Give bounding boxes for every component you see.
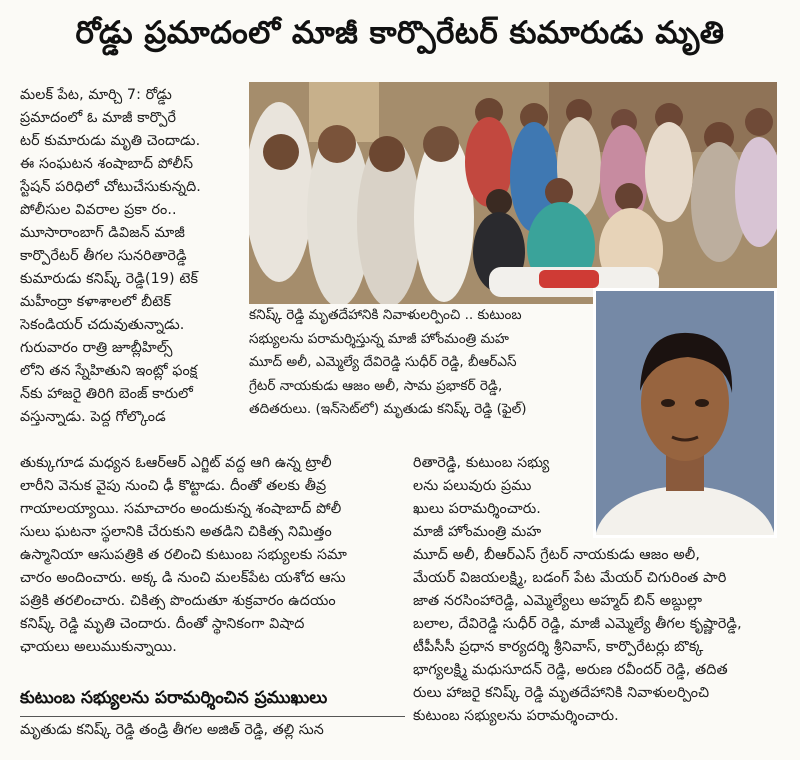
text-line: మహీంద్రా కళాశాలలో బీటెక్ [20,294,171,310]
text-line: వస్తున్నాడు. పెద్ద గోల్కొండ [20,409,166,425]
text-line: ఉస్మానియా ఆసుపత్రికి త రలించి కుటుంబ సభ్యులకు సమా [20,547,347,563]
photo-illustration [249,82,777,304]
left-column-text [20,84,245,429]
caption-line: మూద్ అలీ, ఎమ్మెల్యే దేవిరెడ్డి సుధీర్ రెడ్డి, బీఆర్ఎస్ [249,354,517,370]
text-line: పోలీసుల వివరాల ప్రకా రం.. [20,202,177,218]
text-line: మూద్ అలీ, బీఆర్ఎస్ గ్రేటర్ నాయకుడు ఆజం అలీ, [413,547,701,563]
text-line: ఈ సంఘటన శంషాబాద్ పోలీస్ [20,156,194,172]
text-line: రులు హాజరై కనిష్క్ రెడ్డి మృతదేహానికి నివాళులర్పించి [413,685,710,701]
text-line: బలాల, దేవిరెడ్డి సుధీర్ రెడ్డి, మాజీ ఎమ్మెల్యే తీగల కృష్ణారెడ్డి, [413,616,742,632]
text-line: కార్పొరేటర్ తీగల సునరితారెడ్డి [20,248,187,264]
text-line: కనిష్క్ రెడ్డి మృతి చెందారు. దీంతో స్థానికంగా విషాద [20,616,305,632]
text-line: లను పలువురు ప్రము [413,478,532,494]
text-line: మేయర్ విజయలక్ష్మి, బడంగ్ పేట మేయర్ చిగురింత పారి [413,570,727,586]
text-line: రితారెడ్డి, కుటుంబ సభ్యు [413,455,550,471]
text-line: లోని తన స్నేహితుని ఇంట్లో ఫంక్ష [20,363,198,379]
text-line: సులు ఘటనా స్థలానికి చేరుకుని అతడిని చికిత్స నిమిత్తం [20,524,332,540]
text-line: భాగ్యలక్ష్మి మధుసూదన్ రెడ్డి, అరుణ రవీందర్ రెడ్డి, తదిత [413,662,728,678]
text-line: సెకండియర్ చదువుతున్నాడు. [20,317,185,333]
text-line: టీపీసీసీ ప్రధాన కార్యదర్శి శ్రీనివాస్, కార్పొరేటర్లు బొక్క [413,639,704,655]
text-line: స్టేషన్ పరిధిలో చోటుచేసుకున్నది. [20,179,201,195]
text-line: చారం అందించారు. అక్క డి నుంచి మలక్‌పేట యశోద ఆసు [20,570,346,586]
text-line: ఛాయలు అలుముకున్నాయి. [20,639,177,655]
caption-line: తదితరులు. (ఇన్‌సెట్‌లో) మృతుడు కనిష్క్ రెడ్డి (ఫైల్) [249,401,527,417]
subheading: కుటుంబ సభ్యులను పరామర్శించిన ప్రముఖులు [20,688,328,708]
text-line: మూసారాంబాగ్ డివిజన్ మాజీ [20,225,185,241]
text-line: ప్రమాదంలో ఓ మాజీ కార్పొరే [20,110,177,126]
text-line: ఖులు పరామర్శించారు. [413,501,541,517]
text-line: తుక్కుగూడ మధ్యన ఓఆర్ఆర్ ఎగ్జిట్ వద్ద ఆగి ఉన్న ట్రాలీ [20,455,332,471]
caption-line: గ్రేటర్ నాయకుడు ఆజం అలీ, సామ ప్రభాకర్ రెడ్డి, [249,377,503,394]
full-width-text [20,452,405,659]
text-line: టర్ కుమారుడు మృతి చెందాడు. [20,133,201,149]
text-line: లారీని వెనుక వైపు నుంచి ఢీ కొట్టాడు. దీంతో తలకు తీవ్ర [20,478,327,494]
text-line: గాయాలయ్యాయి. సమాచారం అందుకున్న శంషాబాద్ పోలీ [20,501,342,517]
text-line: గురువారం రాత్రి జూబ్లీహిల్స్ [20,340,173,356]
text-line: మలక్ పేట, మార్చి 7: రోడ్డు [20,87,172,103]
photo-caption [249,304,589,422]
caption-line: సభ్యులను పరామర్శిస్తున్న మాజీ హోంమంత్రి మహ [249,330,509,347]
text-line: కుమారుడు కనిష్క్ రెడ్డి(19) టెక్ [20,271,199,287]
text-line: జాత నరసింహారెడ్డి, ఎమ్మెల్యేలు అహ్మద్ బిన్ అబ్దుల్లా [413,593,703,609]
bottom-text [20,719,405,742]
text-line: కుటుంబ సభ్యులను పరామర్శించారు. [413,708,619,724]
right-column-text [413,452,793,728]
text-line: న్‌కు హాజరై తిరిగి బెంజ్ కారులో [20,386,193,402]
caption-line: కనిష్క్ రెడ్డి మృతదేహానికి నివాళులర్పించి .. కుటుంబ [249,307,522,323]
text-line: పత్రికి తరలించారు. చికిత్స పొందుతూ శుక్రవారం ఉదయం [20,593,336,609]
subheading-rule [20,716,405,717]
headline: రోడ్డు ప్రమాదంలో మాజీ కార్పొరేటర్ కుమారుడు మృతి [75,15,725,51]
news-photo-group [249,82,777,304]
bottom-line: మృతుడు కనిష్క్ రెడ్డి తండ్రి తీగల అజిత్ రెడ్డి, తల్లి సున [20,722,324,738]
text-line: మాజీ హోంమంత్రి మహ [413,524,542,540]
